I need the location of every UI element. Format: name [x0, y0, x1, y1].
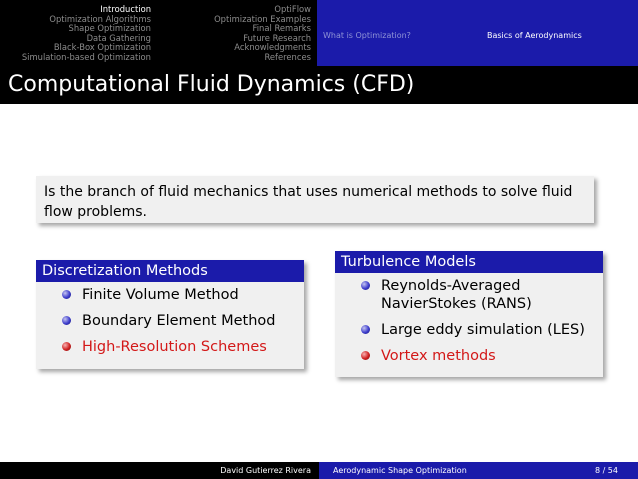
- list-item: [335, 321, 603, 339]
- bullet-icon: [62, 316, 71, 325]
- nav-section-introduction[interactable]: Introduction: [100, 4, 151, 14]
- bullet-icon: [361, 351, 370, 360]
- list-item-label: High-Resolution Schemes: [82, 339, 267, 355]
- nav-section-final-remarks[interactable]: Final Remarks: [252, 23, 311, 34]
- header-navigation: [0, 0, 638, 66]
- nav-section-black-box-optimization[interactable]: Black-Box Optimization: [53, 42, 151, 53]
- page-number: 8 / 54: [594, 466, 618, 475]
- bullet-icon: [361, 281, 370, 290]
- list-item-label: Vortex methods: [381, 348, 496, 364]
- nav-subsection-what-is-optimization[interactable]: What is Optimization?: [323, 31, 411, 40]
- turbulence-models-block: [335, 251, 603, 377]
- page-title: Computational Fluid Dynamics (CFD): [8, 72, 415, 97]
- nav-section-acknowledgments[interactable]: Acknowledgments: [234, 42, 311, 53]
- nav-section-shape-optimization[interactable]: Shape Optimization: [68, 23, 151, 34]
- bullet-icon: [62, 342, 71, 351]
- block-title: Discretization Methods: [36, 260, 304, 282]
- block-title: Turbulence Models: [335, 251, 603, 273]
- subsection-nav: [317, 0, 638, 66]
- section-nav-left: [0, 0, 157, 66]
- nav-section-simulation-based-optimization[interactable]: Simulation-based Optimization: [21, 51, 151, 62]
- section-nav-right: [157, 0, 317, 66]
- list-item: [36, 312, 304, 330]
- nav-section-data-gathering[interactable]: Data Gathering: [86, 32, 151, 43]
- nav-subsection-basics-of-aerodynamics[interactable]: Basics of Aerodynamics: [487, 31, 582, 40]
- author-name: David Gutierrez Rivera: [220, 466, 311, 475]
- nav-section-optiflow[interactable]: OptiFlow: [274, 4, 311, 14]
- footer-author: [0, 462, 319, 479]
- footer: [0, 462, 638, 479]
- nav-section-future-research[interactable]: Future Research: [243, 32, 311, 43]
- list-item-highlighted: [335, 347, 603, 365]
- list-item: [335, 277, 603, 313]
- talk-title: Aerodynamic Shape Optimization: [333, 466, 467, 475]
- definition-box: [36, 176, 594, 223]
- frame-title-bar: [0, 66, 638, 104]
- list-item: [36, 286, 304, 304]
- footer-talk: [319, 462, 638, 479]
- nav-section-optimization-algorithms[interactable]: Optimization Algorithms: [49, 13, 151, 24]
- nav-section-references[interactable]: References: [264, 51, 311, 62]
- list-item-highlighted: [36, 338, 304, 356]
- definition-text: Is the branch of fluid mechanics that uses numerical methods to solve fluid flow problems.: [44, 184, 573, 220]
- nav-section-optimization-examples[interactable]: Optimization Examples: [214, 13, 311, 24]
- bullet-icon: [62, 290, 71, 299]
- list-item-label: Finite Volume Method: [82, 287, 239, 303]
- list-item-label: Boundary Element Method: [82, 313, 276, 329]
- list-item-label: Reynolds-Averaged NavierStokes (RANS): [381, 278, 532, 312]
- discretization-methods-block: [36, 260, 304, 369]
- bullet-icon: [361, 325, 370, 334]
- list-item-label: Large eddy simulation (LES): [381, 322, 585, 338]
